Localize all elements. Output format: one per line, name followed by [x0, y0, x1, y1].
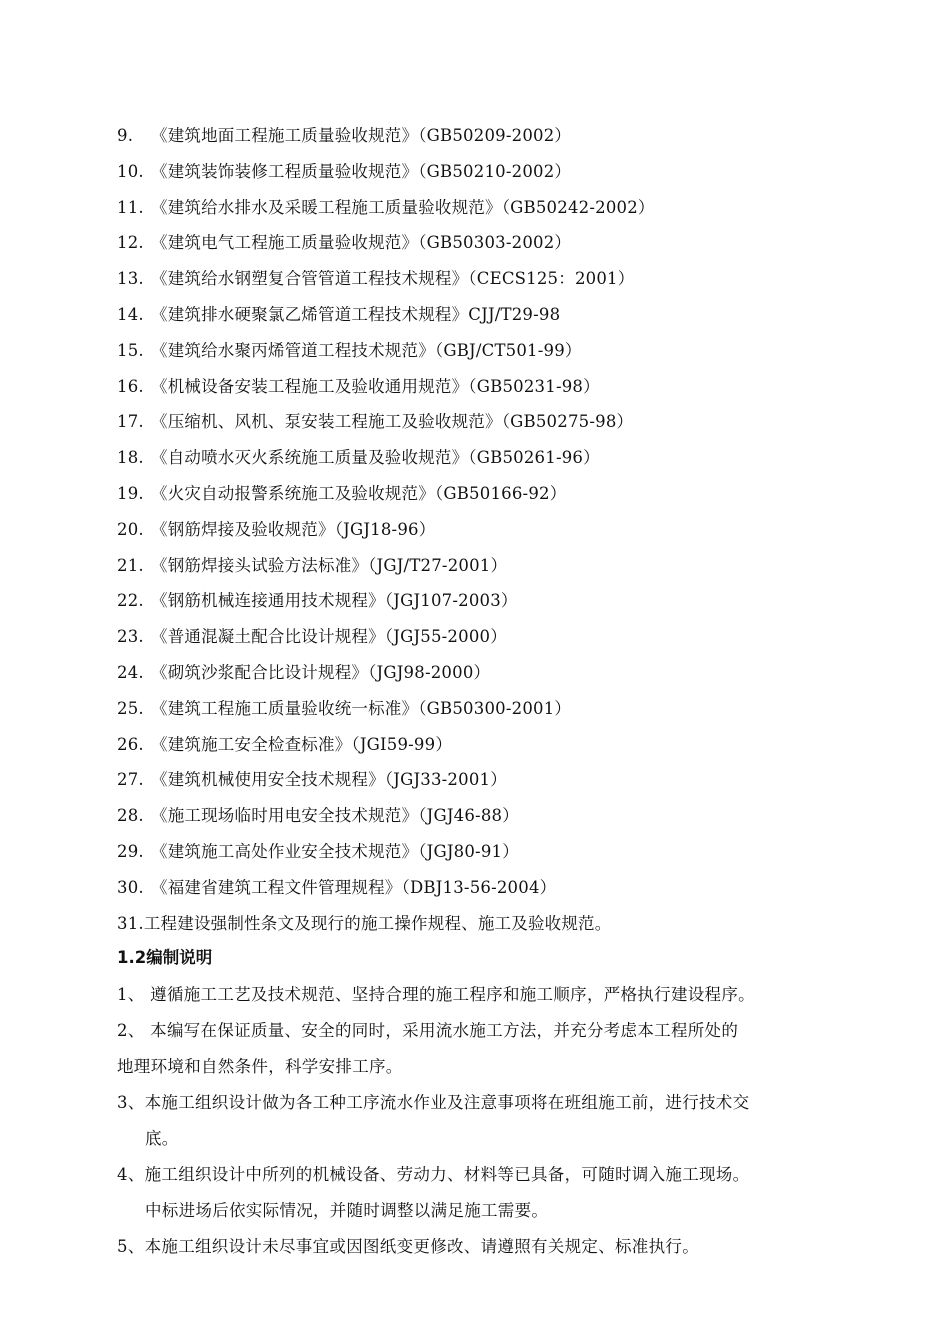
- item-text: 《火灾自动报警系统施工及验收规范》（GB50166-92）: [151, 483, 567, 503]
- item-text: 《建筑机械使用安全技术规程》（JGJ33-2001）: [151, 770, 507, 790]
- item-text: 《建筑电气工程施工质量验收规范》（GB50303-2002）: [151, 233, 572, 253]
- list-item: [117, 512, 897, 548]
- list-item: [117, 261, 897, 297]
- item-text: 《普通混凝土配合比设计规程》（JGJ55-2000）: [151, 627, 507, 647]
- item-text: 《建筑装饰装修工程质量验收规范》（GB50210-2002）: [151, 161, 572, 181]
- item-number: 30.: [117, 877, 144, 897]
- list-item: [117, 619, 897, 655]
- item-text: 工程建设强制性条文及现行的施工操作规程、施工及验收规范。: [143, 913, 612, 933]
- item-number: 23.: [117, 627, 144, 647]
- list-item: [117, 476, 897, 512]
- item-text: 《建筑施工高处作业安全技术规范》（JGJ80-91）: [151, 841, 519, 861]
- list-item: [117, 333, 897, 369]
- section-heading: 1.2编制说明: [117, 948, 213, 967]
- list-item: [117, 154, 897, 190]
- list-item: [117, 583, 897, 619]
- item-text: 《建筑给水排水及采暖工程施工质量验收规范》（GB50242-2002）: [151, 197, 655, 217]
- list-item: [117, 691, 897, 727]
- list-item: [117, 404, 897, 440]
- list-item: [117, 548, 897, 584]
- item-number: 17.: [117, 412, 144, 432]
- list-item: [117, 369, 897, 405]
- note-paragraph: [117, 977, 847, 1013]
- note-paragraph: [117, 1085, 847, 1157]
- item-text: 《钢筋焊接头试验方法标准》（JGJ/T27-2001）: [151, 555, 508, 575]
- list-item: [117, 870, 897, 906]
- item-text: 《砌筑沙浆配合比设计规程》（JGJ98-2000）: [151, 662, 491, 682]
- list-item: [117, 297, 897, 333]
- item-number: 13.: [117, 269, 144, 289]
- item-text: 《建筑给水钢塑复合管管道工程技术规程》（CECS125：2001）: [151, 269, 635, 289]
- item-number: 10.: [117, 161, 144, 181]
- item-number: 24.: [117, 662, 144, 682]
- item-number: 29.: [117, 841, 144, 861]
- item-number: 14.: [117, 304, 144, 324]
- note-paragraph: [117, 1157, 847, 1229]
- item-text: 《钢筋焊接及验收规范》（JGJ18-96）: [151, 519, 436, 539]
- item-number: 16.: [117, 376, 144, 396]
- item-text: 《施工现场临时用电安全技术规范》（JGJ46-88）: [151, 806, 519, 826]
- item-text: 《建筑施工安全检查标准》（JGI59-99）: [151, 734, 453, 754]
- item-number: 18.: [117, 448, 144, 468]
- item-text: 《机械设备安装工程施工及验收通用规范》（GB50231-98）: [151, 376, 600, 396]
- item-text: 《钢筋机械连接通用技术规程》（JGJ107-2003）: [151, 591, 518, 611]
- list-item: [117, 762, 897, 798]
- item-text: 《建筑工程施工质量验收统一标准》（GB50300-2001）: [151, 698, 572, 718]
- item-text: 《福建省建筑工程文件管理规程》（DBJ13-56-2004）: [151, 877, 557, 897]
- paragraph-text: 1、 遵循施工工艺及技术规范、坚持合理的施工程序和施工顺序，严格执行建设程序。: [117, 985, 755, 1004]
- item-text: 《压缩机、风机、泵安装工程施工及验收规范》（GB50275-98）: [151, 412, 634, 432]
- item-number: 26.: [117, 734, 144, 754]
- note-paragraph: [117, 1013, 847, 1085]
- paragraph-continuation: 中标进场后依实际情况，并随时调整以满足施工需要。: [145, 1201, 549, 1220]
- paragraph-text: 2、 本编写在保证质量、安全的同时，采用流水施工方法，并充分考虑本工程所处的: [117, 1021, 739, 1040]
- paragraph-continuation: 底。: [145, 1129, 179, 1148]
- item-text: 《建筑地面工程施工质量验收规范》（GB50209-2002）: [151, 126, 572, 145]
- item-number: 11.: [117, 197, 144, 217]
- item-number: 20.: [117, 519, 144, 539]
- item-text: 《建筑给水聚丙烯管道工程技术规范》（GBJ/CT501-99）: [151, 340, 582, 360]
- item-number: 15.: [117, 340, 144, 360]
- item-number: 9.: [117, 126, 134, 145]
- list-item: [117, 190, 897, 226]
- item-number: 27.: [117, 770, 144, 790]
- standards-list: [117, 118, 897, 941]
- item-number: 21.: [117, 555, 144, 575]
- item-number: 28.: [117, 806, 144, 826]
- list-item: [117, 440, 897, 476]
- paragraph-text: 4、施工组织设计中所列的机械设备、劳动力、材料等已具备，可随时调入施工现场。: [117, 1165, 750, 1184]
- paragraph-text: 5、本施工组织设计未尽事宜或因图纸变更修改、请遵照有关规定、标准执行。: [117, 1237, 699, 1256]
- compilation-notes-section: [117, 941, 847, 1265]
- paragraph-text: 3、本施工组织设计做为各工种工序流水作业及注意事项将在班组施工前，进行技术交: [117, 1093, 750, 1112]
- list-item: [117, 834, 897, 870]
- item-number: 25.: [117, 698, 144, 718]
- item-number: 12.: [117, 233, 144, 253]
- list-item: [117, 906, 897, 942]
- list-item: [117, 727, 897, 763]
- list-item: [117, 798, 897, 834]
- list-item: [117, 225, 897, 261]
- paragraph-continuation: 地理环境和自然条件，科学安排工序。: [117, 1057, 403, 1076]
- item-number: 31.: [117, 913, 144, 933]
- item-text: 《自动喷水灭火系统施工质量及验收规范》（GB50261-96）: [151, 448, 600, 468]
- list-item: [117, 655, 897, 691]
- item-number: 19.: [117, 483, 144, 503]
- note-paragraph: [117, 1229, 847, 1265]
- item-text: 《建筑排水硬聚氯乙烯管道工程技术规程》CJJ/T29-98: [151, 304, 561, 324]
- list-item: [117, 118, 897, 154]
- item-number: 22.: [117, 591, 144, 611]
